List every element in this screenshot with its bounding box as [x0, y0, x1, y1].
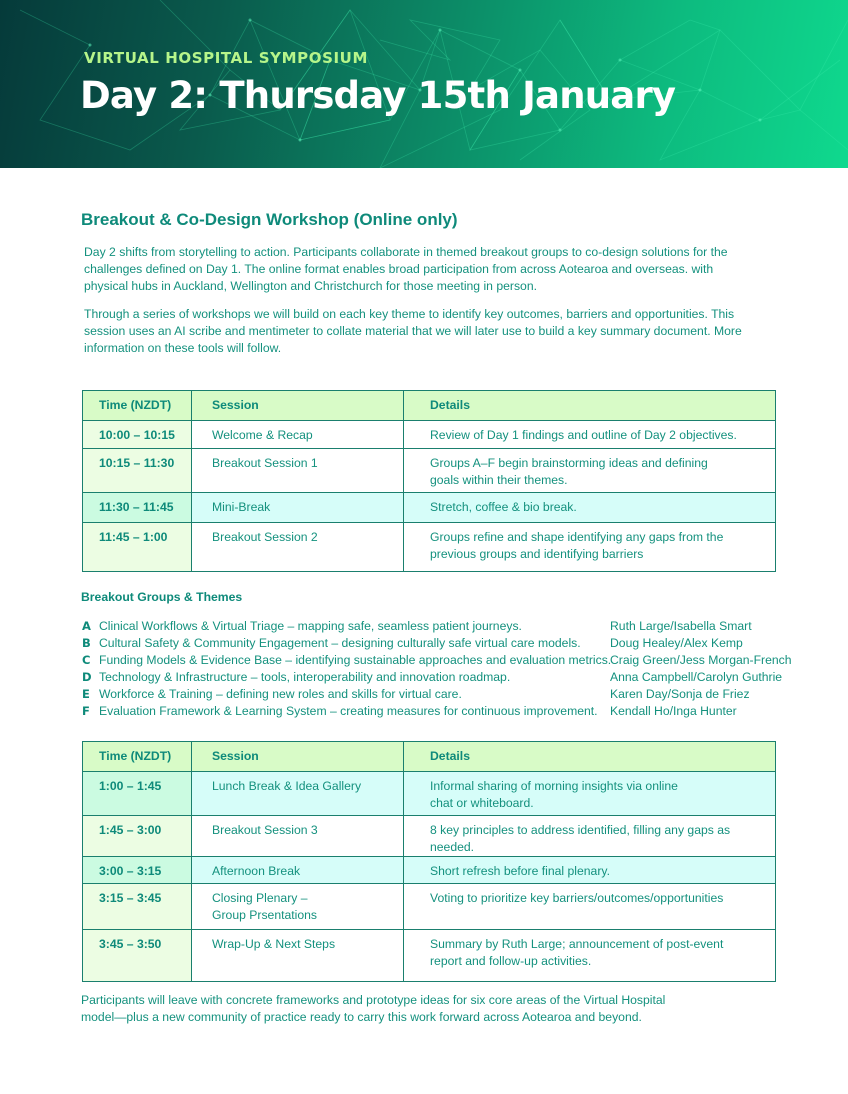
table-row [83, 816, 776, 857]
session-line: Group Prsentations [212, 908, 318, 922]
details-cell [404, 449, 776, 493]
session-cell: Lunch Break & Idea Gallery [192, 772, 404, 816]
group-leads: Kendall Ho/Inga Hunter [610, 704, 737, 718]
details-cell [404, 816, 776, 857]
table-row [83, 523, 776, 572]
header-time: Time (NZDT) [83, 391, 192, 421]
table-row [83, 884, 776, 930]
group-letter: B [82, 636, 91, 650]
details-cell [404, 930, 776, 982]
session-cell: Afternoon Break [192, 857, 404, 884]
group-letter: E [82, 687, 90, 701]
details-cell: Review of Day 1 findings and outline of Day 2 objectives. [404, 421, 776, 449]
time-cell: 3:15 – 3:45 [83, 884, 192, 930]
session-line: Closing Plenary – [212, 891, 308, 905]
group-letter: C [82, 653, 91, 667]
group-theme: Funding Models & Evidence Base – identifying sustainable approaches and evaluation metrics. [99, 653, 612, 667]
session-cell [192, 884, 404, 930]
group-theme: Technology & Infrastructure – tools, interoperability and innovation roadmap. [99, 670, 511, 684]
group-leads: Ruth Large/Isabella Smart [610, 619, 752, 633]
event-name: VIRTUAL HOSPITAL SYMPOSIUM [84, 49, 368, 67]
table-row [83, 421, 776, 449]
groups-title: Breakout Groups & Themes [81, 590, 243, 604]
list-item [82, 703, 782, 720]
header-session: Session [192, 391, 404, 421]
header-details: Details [404, 391, 776, 421]
table-row-break [83, 772, 776, 816]
workshops-paragraph: Through a series of workshops we will build on each key theme to identify key outcomes, barriers and opportunities. This session uses an AI scribe and mentimeter to collate material that we will later use to build a key summary document. More information on these tools will follow. [84, 307, 742, 355]
time-cell: 11:30 – 11:45 [83, 493, 192, 523]
table-header-row [83, 742, 776, 772]
breakout-groups-list [82, 618, 792, 720]
closing-paragraph [81, 992, 721, 1026]
page-title: Day 2: Thursday 15th January [80, 74, 676, 117]
table-row [83, 930, 776, 982]
table-row-break [83, 493, 776, 523]
header-banner [0, 0, 848, 168]
details-cell [404, 884, 776, 930]
time-cell: 1:00 – 1:45 [83, 772, 192, 816]
list-item [82, 669, 782, 686]
details-line: Short refresh before final plenary. [430, 864, 610, 878]
time-cell: 10:00 – 10:15 [83, 421, 192, 449]
time-cell: 3:00 – 3:15 [83, 857, 192, 884]
afternoon-schedule-table [82, 741, 776, 982]
workshop-title: Breakout & Co-Design Workshop (Online only) [81, 210, 458, 229]
time-cell: 1:45 – 3:00 [83, 816, 192, 857]
header-time: Time (NZDT) [83, 742, 192, 772]
group-letter: D [82, 670, 92, 684]
group-leads: Karen Day/Sonja de Friez [610, 687, 750, 701]
group-leads: Anna Campbell/Carolyn Guthrie [610, 670, 783, 684]
details-line: chat or whiteboard. [430, 796, 534, 810]
header-session: Session [192, 742, 404, 772]
group-theme: Evaluation Framework & Learning System – creating measures for continuous improvement. [99, 704, 598, 718]
details-cell: Stretch, coffee & bio break. [404, 493, 776, 523]
session-cell: Breakout Session 1 [192, 449, 404, 493]
session-cell: Wrap-Up & Next Steps [192, 930, 404, 982]
morning-schedule-table [82, 390, 776, 572]
table-row [83, 449, 776, 493]
list-item [82, 618, 782, 635]
details-line: Voting to prioritize key barriers/outcomes/opportunities [430, 891, 724, 905]
details-line: Informal sharing of morning insights via online [430, 779, 678, 793]
table-header-row [83, 391, 776, 421]
group-theme: Clinical Workflows & Virtual Triage – mapping safe, seamless patient journeys. [99, 619, 522, 633]
group-theme: Cultural Safety & Community Engagement – designing culturally safe virtual care models. [99, 636, 581, 650]
details-cell [404, 857, 776, 884]
details-line: report and follow-up activities. [430, 954, 592, 968]
group-letter: A [82, 619, 91, 633]
details-text: Groups A–F begin brainstorming ideas and defining goals within their themes. [430, 456, 708, 487]
group-leads: Craig Green/Jess Morgan-French [610, 653, 792, 667]
group-theme: Workforce & Training – defining new roles and skills for virtual care. [99, 687, 462, 701]
group-leads: Doug Healey/Alex Kemp [610, 636, 743, 650]
session-cell: Breakout Session 3 [192, 816, 404, 857]
details-text: Groups refine and shape identifying any gaps from the previous groups and identifying barriers [430, 530, 724, 561]
list-item [82, 652, 792, 669]
time-cell: 3:45 – 3:50 [83, 930, 192, 982]
session-cell: Breakout Session 2 [192, 523, 404, 572]
closing-line: Participants will leave with concrete frameworks and prototype ideas for six core areas of the Virtual Hospital [81, 993, 666, 1007]
list-item [82, 635, 782, 652]
details-line: 8 key principles to address identified, filling any gaps as needed. [430, 823, 731, 854]
details-line: Summary by Ruth Large; announcement of post-event [430, 937, 724, 951]
list-item [82, 686, 782, 703]
details-cell [404, 772, 776, 816]
session-cell: Mini-Break [192, 493, 404, 523]
group-letter: F [82, 704, 90, 718]
time-cell: 10:15 – 11:30 [83, 449, 192, 493]
time-cell: 11:45 – 1:00 [83, 523, 192, 572]
intro-paragraph: Day 2 shifts from storytelling to action. Participants collaborate in themed breakout groups to co-design solutions for the challenges defined on Day 1. The online format enables broad participation from across Aotearoa and overseas. with physical hubs in Auckland, Wellington and Christchurch for those meeting in person. [84, 245, 728, 293]
table-row-break [83, 857, 776, 884]
details-cell [404, 523, 776, 572]
session-cell: Welcome & Recap [192, 421, 404, 449]
closing-line: model—plus a new community of practice ready to carry this work forward across Aotearoa and beyond. [81, 1010, 642, 1024]
header-details: Details [404, 742, 776, 772]
